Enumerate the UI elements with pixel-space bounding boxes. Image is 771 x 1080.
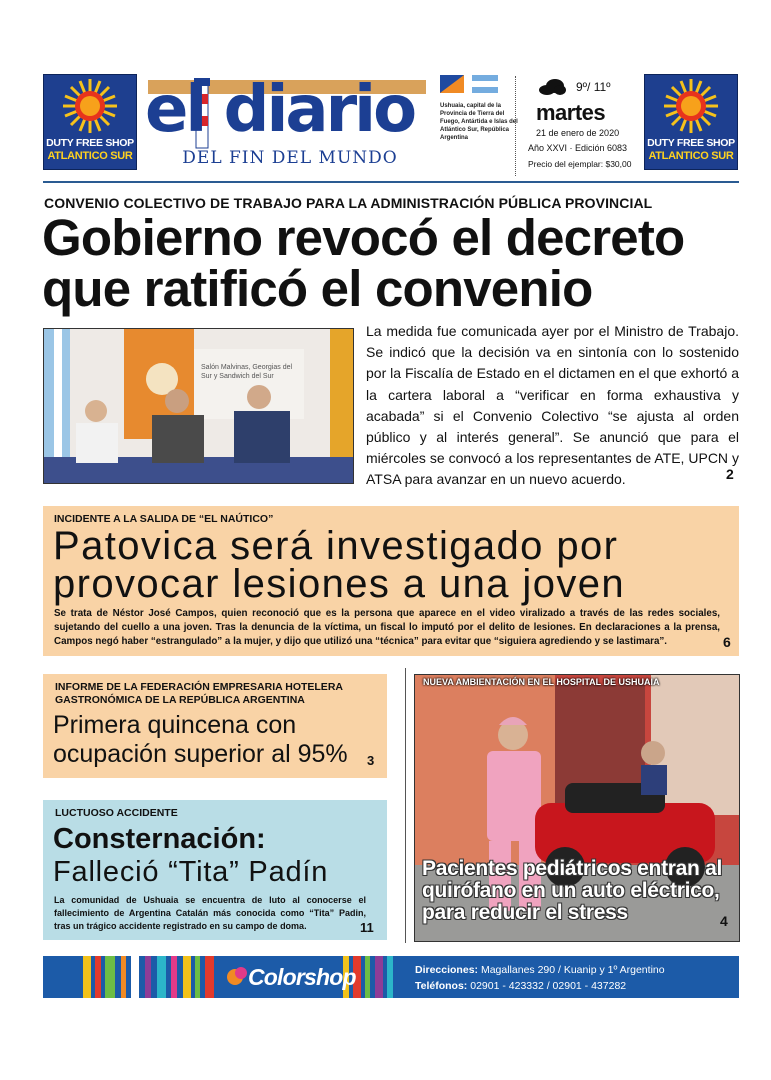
press-conference-image: [44, 329, 354, 484]
logo-subtitle: DEL FIN DEL MUNDO: [182, 148, 398, 168]
footer-phones: [415, 980, 626, 992]
color-stripes-graphic: [43, 956, 739, 998]
colorshop-ad[interactable]: [43, 956, 739, 998]
story3-kicker: INFORME DE LA FEDERACIÓN EMPRESARIA HOTELERA GASTRONÓMICA DE LA REPÚBLICA ARGENTINA: [55, 681, 343, 706]
ad-left-line1: DUTY FREE SHOP: [46, 137, 134, 149]
cloud-icon: [538, 79, 566, 95]
story4-headline-b[interactable]: Falleció “Tita” Padín: [53, 856, 329, 888]
masthead-rule: [43, 181, 739, 183]
column-divider: [405, 668, 406, 943]
colorshop-brand[interactable]: Colorshop: [248, 964, 356, 990]
story2-headline[interactable]: Patovica será investigado por provocar lesiones a una joven: [53, 524, 626, 606]
phones-value: 02901 - 423332 / 02901 - 437282: [470, 980, 627, 992]
edition-number: Año XXVI · Edición 6083: [528, 143, 628, 153]
lead-photo[interactable]: [43, 328, 354, 484]
story4-body: La comunidad de Ushuaia se encuentra de luto al conocerse el fallecimiento de Argentina Catalán más conocida como “Tita” Padin, tras un trágico accidente registrado en su campo de doma.: [54, 895, 366, 931]
addresses-value: Magallanes 290 / Kuanip y 1º Argentino: [480, 964, 665, 976]
publication-place: Ushuaia, capital de la Provincia de Tierra del Fuego, Antártida e Islas del Atlántico Sur, República Argentina: [440, 103, 518, 141]
story3-page-ref[interactable]: 3: [367, 753, 375, 768]
sun-icon: [44, 75, 136, 137]
ad-left-line2: ATLANTICO SUR: [47, 150, 133, 162]
logo-el-diario[interactable]: el diario: [145, 73, 415, 147]
flags-icon: [440, 75, 498, 93]
weather-temps: 9º/ 11º: [576, 80, 611, 94]
story2-page-ref[interactable]: 6: [723, 634, 731, 650]
story3-headline[interactable]: Primera quincena con ocupación superior al 95%: [53, 711, 348, 768]
day-name: martes: [536, 100, 606, 125]
duty-free-ad-right[interactable]: [644, 74, 738, 170]
lead-kicker: CONVENIO COLECTIVO DE TRABAJO PARA LA ADMINISTRACIÓN PÚBLICA PROVINCIAL: [44, 195, 653, 211]
photo-sign: Salón Malvinas, Georgias del Sur y Sandwich del Sur: [201, 364, 293, 380]
story4-page-ref[interactable]: 11: [360, 920, 374, 935]
masthead-divider: [515, 76, 516, 176]
story2-kicker: INCIDENTE A LA SALIDA DE “EL NAÚTICO”: [54, 513, 274, 525]
ad-right-line1: DUTY FREE SHOP: [647, 137, 735, 149]
ad-right-line2: ATLANTICO SUR: [648, 150, 734, 162]
lead-headline[interactable]: Gobierno revocó el decreto que ratificó el convenio: [42, 209, 685, 317]
story5-kicker: NUEVA AMBIENTACIÓN EN EL HOSPITAL DE USHUAIA: [423, 677, 660, 687]
issue-date: 21 de enero de 2020: [536, 128, 620, 138]
story4-headline-a[interactable]: Consternación:: [53, 823, 266, 855]
footer-addresses: [415, 964, 665, 976]
lead-page-ref[interactable]: 2: [726, 466, 734, 482]
story5-page-ref[interactable]: 4: [720, 913, 728, 929]
lead-body: La medida fue comunicada ayer por el Ministro de Trabajo. Se indicó que la decisión va en sintonía con lo sostenido por la Fiscalía de Estado en el dictamen en el que exhortó a la cartera laboral a “verificar en forma exhaustiva y acabada” si el Convenio Colectivo “se ajusta al orden público y al interés general”. Se anunció que para el miércoles se convocó a los representantes de ATE, UPCN y ATSA para avanzar en un nuevo acuerdo.: [366, 323, 739, 488]
duty-free-ad-left[interactable]: [43, 74, 137, 170]
story5-caption[interactable]: Pacientes pediátricos entran al quirófano en un auto eléctrico, para reducir el stress: [422, 857, 722, 924]
sun-icon: [645, 75, 737, 137]
story2-body: Se trata de Néstor José Campos, quien reconoció que es la persona que aparece en el video viralizado a través de las redes sociales, sujetando del cuello a una joven. Tras la denuncia de la víctima, un fiscal lo imputó por el delito de lesiones. En declaraciones a la prensa, Campos negó haber “estrangulado” a la mujer, y dijo que utilizó una “técnica” para evitar que “siguiera agrediendo y se lastimara”.: [54, 608, 720, 647]
addresses-label: Direcciones:: [415, 964, 479, 976]
phones-label: Teléfonos:: [415, 980, 468, 992]
issue-price: Precio del ejemplar: $30,00: [528, 159, 632, 169]
story4-kicker: LUCTUOSO ACCIDENTE: [55, 807, 178, 819]
